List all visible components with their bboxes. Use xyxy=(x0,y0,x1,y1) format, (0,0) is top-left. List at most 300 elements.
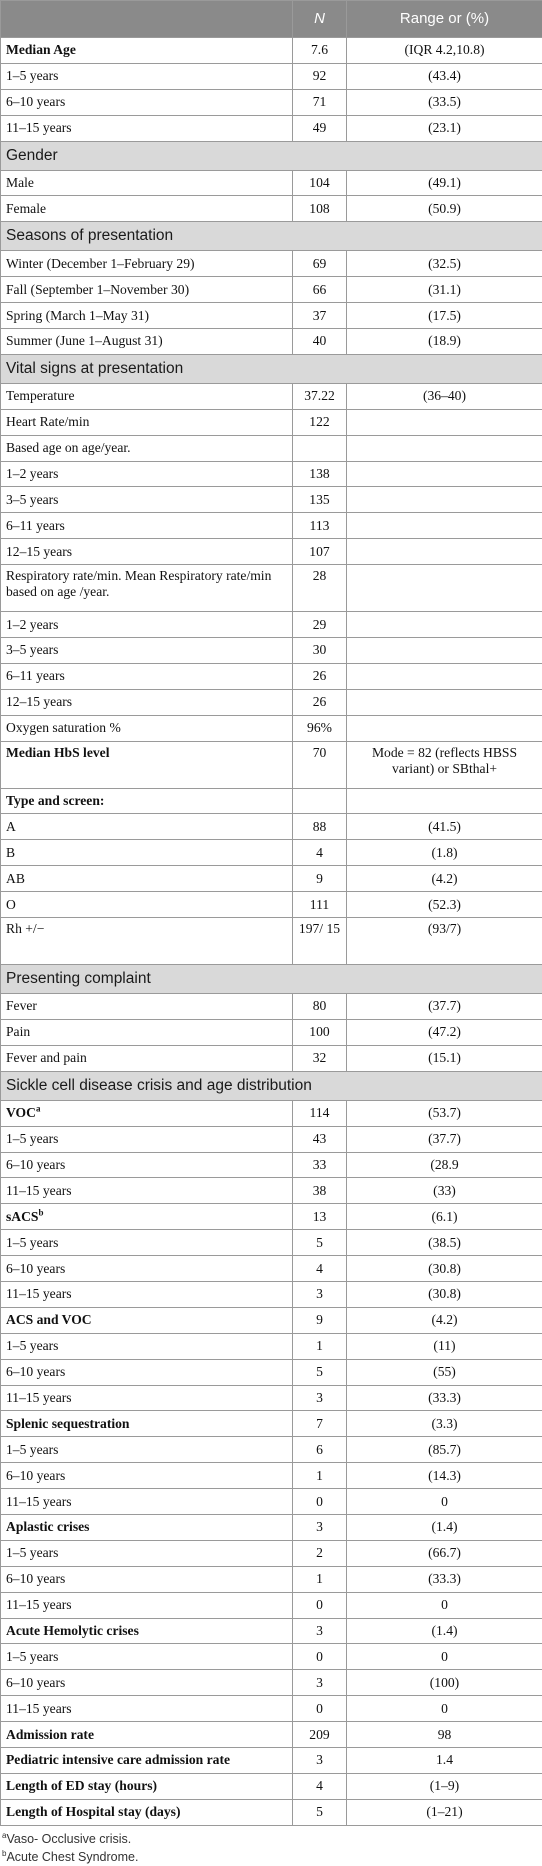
row-label-text: 11–15 years xyxy=(6,1701,72,1716)
row-range-value: 0 xyxy=(347,1489,542,1515)
row-n-value: 37.22 xyxy=(293,383,347,409)
row-label xyxy=(1,1256,293,1282)
table-row xyxy=(1,1722,542,1748)
row-range-value: Mode = 82 (reflects HBSS variant) or SBthal+ xyxy=(347,741,542,788)
row-label-text: Spring (March 1–May 31) xyxy=(6,308,149,323)
table-row xyxy=(1,892,542,918)
row-label xyxy=(1,1670,293,1696)
row-label-text: Fever and pain xyxy=(6,1050,87,1065)
row-range-value: (33.3) xyxy=(347,1566,542,1592)
row-label-text: Aplastic crises xyxy=(6,1519,89,1534)
row-label xyxy=(1,38,293,64)
row-label xyxy=(1,1019,293,1045)
row-label xyxy=(1,892,293,918)
row-range-value xyxy=(347,513,542,539)
section-title: Presenting complaint xyxy=(1,965,542,994)
row-label xyxy=(1,638,293,664)
row-n-value: 197/ 15 xyxy=(293,918,347,965)
row-label-text: 6–10 years xyxy=(6,1261,65,1276)
row-label xyxy=(1,788,293,814)
row-label-text: Length of ED stay (hours) xyxy=(6,1778,157,1793)
row-n-value: 0 xyxy=(293,1644,347,1670)
row-label xyxy=(1,689,293,715)
row-n-value: 7 xyxy=(293,1411,347,1437)
row-range-value: (31.1) xyxy=(347,277,542,303)
table-row xyxy=(1,1489,542,1515)
table-row xyxy=(1,1333,542,1359)
table-row xyxy=(1,513,542,539)
row-range-value xyxy=(347,565,542,612)
row-label xyxy=(1,383,293,409)
row-label-text: 11–15 years xyxy=(6,1390,72,1405)
table-row xyxy=(1,277,542,303)
section-header-row xyxy=(1,965,542,994)
row-label-text: Type and screen: xyxy=(6,793,104,808)
row-label-text: Fever xyxy=(6,998,37,1013)
row-label-text: 1–5 years xyxy=(6,68,58,83)
row-range-value: (47.2) xyxy=(347,1019,542,1045)
footnote-text: Acute Chest Syndrome. xyxy=(6,1850,138,1864)
table-row xyxy=(1,303,542,329)
row-n-value: 30 xyxy=(293,638,347,664)
row-range-value xyxy=(347,539,542,565)
row-label-text: Splenic sequestration xyxy=(6,1416,130,1431)
row-range-value: (43.4) xyxy=(347,63,542,89)
table-row xyxy=(1,1592,542,1618)
row-label xyxy=(1,1489,293,1515)
row-range-value: 1.4 xyxy=(347,1747,542,1773)
table-row xyxy=(1,1307,542,1333)
table-row xyxy=(1,994,542,1020)
row-label xyxy=(1,1463,293,1489)
row-label-text: Acute Hemolytic crises xyxy=(6,1623,139,1638)
table-row xyxy=(1,1618,542,1644)
row-label-text: sACS xyxy=(6,1209,38,1224)
row-label xyxy=(1,277,293,303)
footnote-mark: a xyxy=(2,1831,6,1840)
section-title: Seasons of presentation xyxy=(1,222,542,251)
section-header-row xyxy=(1,354,542,383)
table-body xyxy=(1,38,542,1826)
row-label xyxy=(1,1178,293,1204)
table-row xyxy=(1,383,542,409)
row-label-text: 11–15 years xyxy=(6,1597,72,1612)
row-range-value: (18.9) xyxy=(347,329,542,355)
row-range-value xyxy=(347,663,542,689)
row-n-value: 3 xyxy=(293,1385,347,1411)
row-n-value: 114 xyxy=(293,1100,347,1126)
row-label xyxy=(1,329,293,355)
row-label-text: 11–15 years xyxy=(6,1494,72,1509)
row-n-value: 6 xyxy=(293,1437,347,1463)
row-label-text: 1–5 years xyxy=(6,1442,58,1457)
row-n-value: 1 xyxy=(293,1333,347,1359)
row-n-value: 4 xyxy=(293,840,347,866)
row-label-text: Admission rate xyxy=(6,1727,94,1742)
row-range-value: (IQR 4.2,10.8) xyxy=(347,38,542,64)
footnote xyxy=(0,1830,542,1848)
row-n-value: 9 xyxy=(293,866,347,892)
table-row xyxy=(1,461,542,487)
row-label-text: Respiratory rate/min. Mean Respiratory rate/min based on age /year. xyxy=(6,568,271,599)
table-row xyxy=(1,409,542,435)
row-label-text: A xyxy=(6,819,16,834)
row-range-value: (100) xyxy=(347,1670,542,1696)
row-n-value: 80 xyxy=(293,994,347,1020)
row-label xyxy=(1,840,293,866)
row-n-value: 69 xyxy=(293,251,347,277)
row-range-value: (1–21) xyxy=(347,1799,542,1825)
row-n-value: 70 xyxy=(293,741,347,788)
section-header-row xyxy=(1,1071,542,1100)
row-range-value: (49.1) xyxy=(347,170,542,196)
row-range-value: (30.8) xyxy=(347,1256,542,1282)
row-n-value: 122 xyxy=(293,409,347,435)
row-label-text: 1–5 years xyxy=(6,1338,58,1353)
table-row xyxy=(1,565,542,612)
footnote-mark: b xyxy=(2,1849,6,1858)
row-label-text: Male xyxy=(6,175,34,190)
row-range-value xyxy=(347,638,542,664)
row-range-value: (1.8) xyxy=(347,840,542,866)
row-range-value: (33.5) xyxy=(347,89,542,115)
row-n-value: 66 xyxy=(293,277,347,303)
row-range-value: (93/7) xyxy=(347,918,542,965)
table-row xyxy=(1,1670,542,1696)
row-range-value: (30.8) xyxy=(347,1281,542,1307)
table-row xyxy=(1,1204,542,1230)
row-n-value: 29 xyxy=(293,612,347,638)
table-row xyxy=(1,1540,542,1566)
row-label-text: Median Age xyxy=(6,42,76,57)
table-header xyxy=(1,1,542,38)
row-label xyxy=(1,1359,293,1385)
row-label-text: Length of Hospital stay (days) xyxy=(6,1804,180,1819)
row-range-value: 0 xyxy=(347,1644,542,1670)
row-range-value: (23.1) xyxy=(347,115,542,141)
row-n-value: 33 xyxy=(293,1152,347,1178)
row-label-text: AB xyxy=(6,871,25,886)
row-n-value: 13 xyxy=(293,1204,347,1230)
table-row xyxy=(1,1019,542,1045)
row-label xyxy=(1,303,293,329)
row-n-value: 0 xyxy=(293,1489,347,1515)
row-label-text: 11–15 years xyxy=(6,1183,72,1198)
table-row xyxy=(1,170,542,196)
row-range-value: (17.5) xyxy=(347,303,542,329)
row-n-value: 1 xyxy=(293,1566,347,1592)
row-n-value: 100 xyxy=(293,1019,347,1045)
row-label xyxy=(1,63,293,89)
row-n-value: 135 xyxy=(293,487,347,513)
row-range-value: (53.7) xyxy=(347,1100,542,1126)
row-label xyxy=(1,1618,293,1644)
row-label xyxy=(1,612,293,638)
row-n-value: 2 xyxy=(293,1540,347,1566)
row-n-value: 49 xyxy=(293,115,347,141)
row-range-value: (33.3) xyxy=(347,1385,542,1411)
table-row xyxy=(1,1644,542,1670)
row-range-value xyxy=(347,612,542,638)
row-n-value: 1 xyxy=(293,1463,347,1489)
header-label-col xyxy=(1,1,293,38)
table-row xyxy=(1,1256,542,1282)
table-row xyxy=(1,1696,542,1722)
table-row xyxy=(1,1045,542,1071)
row-label-text: 1–5 years xyxy=(6,1649,58,1664)
row-n-value: 38 xyxy=(293,1178,347,1204)
row-n-value: 28 xyxy=(293,565,347,612)
table-row xyxy=(1,1747,542,1773)
row-label-text: Oxygen saturation % xyxy=(6,720,121,735)
row-label-text: O xyxy=(6,897,16,912)
table-row xyxy=(1,1799,542,1825)
footnote-marker: a xyxy=(36,1104,41,1114)
table-row xyxy=(1,1178,542,1204)
row-n-value: 5 xyxy=(293,1230,347,1256)
row-range-value: (32.5) xyxy=(347,251,542,277)
table-row xyxy=(1,1359,542,1385)
row-label-text: Temperature xyxy=(6,388,75,403)
row-n-value: 3 xyxy=(293,1670,347,1696)
row-n-value: 43 xyxy=(293,1126,347,1152)
row-label xyxy=(1,1230,293,1256)
row-range-value: (6.1) xyxy=(347,1204,542,1230)
table-row xyxy=(1,814,542,840)
row-label xyxy=(1,1747,293,1773)
row-label-text: VOC xyxy=(6,1105,36,1120)
row-n-value xyxy=(293,788,347,814)
section-header-row xyxy=(1,222,542,251)
row-range-value: (55) xyxy=(347,1359,542,1385)
row-label-text: 1–2 years xyxy=(6,617,58,632)
row-label xyxy=(1,1307,293,1333)
table-row xyxy=(1,1437,542,1463)
row-n-value: 71 xyxy=(293,89,347,115)
row-label xyxy=(1,1799,293,1825)
row-label xyxy=(1,1281,293,1307)
row-n-value: 0 xyxy=(293,1592,347,1618)
row-range-value: (50.9) xyxy=(347,196,542,222)
table-row xyxy=(1,1281,542,1307)
row-range-value: (15.1) xyxy=(347,1045,542,1071)
row-label xyxy=(1,251,293,277)
row-label xyxy=(1,565,293,612)
row-range-value: (14.3) xyxy=(347,1463,542,1489)
row-label xyxy=(1,918,293,965)
row-n-value: 3 xyxy=(293,1747,347,1773)
row-label xyxy=(1,539,293,565)
row-range-value: (85.7) xyxy=(347,1437,542,1463)
table-row xyxy=(1,1100,542,1126)
table-row xyxy=(1,329,542,355)
row-range-value: (36–40) xyxy=(347,383,542,409)
table-row xyxy=(1,1514,542,1540)
table-row xyxy=(1,866,542,892)
table-row xyxy=(1,715,542,741)
row-range-value: (66.7) xyxy=(347,1540,542,1566)
row-label-text: Heart Rate/min xyxy=(6,414,89,429)
row-label xyxy=(1,513,293,539)
footnotes xyxy=(0,1830,542,1866)
row-n-value: 92 xyxy=(293,63,347,89)
row-range-value: (37.7) xyxy=(347,1126,542,1152)
row-label xyxy=(1,1514,293,1540)
row-n-value: 107 xyxy=(293,539,347,565)
row-range-value xyxy=(347,487,542,513)
row-n-value: 3 xyxy=(293,1514,347,1540)
table-row xyxy=(1,689,542,715)
row-label-text: 1–5 years xyxy=(6,1545,58,1560)
row-n-value: 5 xyxy=(293,1799,347,1825)
row-n-value: 5 xyxy=(293,1359,347,1385)
row-label-text: 1–2 years xyxy=(6,466,58,481)
row-label-text: Median HbS level xyxy=(6,745,109,760)
row-range-value: (3.3) xyxy=(347,1411,542,1437)
row-label-text: Fall (September 1–November 30) xyxy=(6,282,189,297)
row-label-text: Based age on age/year. xyxy=(6,440,131,455)
row-label xyxy=(1,435,293,461)
section-title: Gender xyxy=(1,141,542,170)
row-n-value: 40 xyxy=(293,329,347,355)
table-row xyxy=(1,38,542,64)
row-label-text: 1–5 years xyxy=(6,1235,58,1250)
row-label-text: 1–5 years xyxy=(6,1131,58,1146)
row-label-text: 11–15 years xyxy=(6,1286,72,1301)
row-range-value: 98 xyxy=(347,1722,542,1748)
row-label-text: 6–10 years xyxy=(6,1571,65,1586)
row-n-value: 104 xyxy=(293,170,347,196)
row-range-value: 0 xyxy=(347,1696,542,1722)
row-label xyxy=(1,1411,293,1437)
row-label xyxy=(1,741,293,788)
row-label xyxy=(1,1773,293,1799)
table-row xyxy=(1,612,542,638)
section-header-row xyxy=(1,141,542,170)
row-n-value: 138 xyxy=(293,461,347,487)
row-label xyxy=(1,814,293,840)
row-n-value: 32 xyxy=(293,1045,347,1071)
row-label xyxy=(1,1696,293,1722)
row-label-text: Summer (June 1–August 31) xyxy=(6,333,163,348)
row-label-text: 6–10 years xyxy=(6,1468,65,1483)
row-range-value: (1.4) xyxy=(347,1618,542,1644)
table-row xyxy=(1,251,542,277)
row-n-value: 4 xyxy=(293,1256,347,1282)
row-label-text: Pediatric intensive care admission rate xyxy=(6,1752,230,1767)
table-row xyxy=(1,1773,542,1799)
row-range-value: (1.4) xyxy=(347,1514,542,1540)
row-label-text: 6–10 years xyxy=(6,1157,65,1172)
row-label xyxy=(1,196,293,222)
row-label-text: B xyxy=(6,845,15,860)
row-label xyxy=(1,994,293,1020)
header-n-col: N xyxy=(293,1,347,38)
row-label xyxy=(1,1592,293,1618)
row-range-value: (11) xyxy=(347,1333,542,1359)
table-row xyxy=(1,1126,542,1152)
footnote-marker: b xyxy=(38,1207,43,1217)
header-range-col: Range or (%) xyxy=(347,1,542,38)
table-row xyxy=(1,638,542,664)
row-label-text: 6–11 years xyxy=(6,668,65,683)
row-n-value: 96% xyxy=(293,715,347,741)
table-row xyxy=(1,1152,542,1178)
row-range-value: (41.5) xyxy=(347,814,542,840)
row-label xyxy=(1,866,293,892)
row-label-text: Rh +/− xyxy=(6,921,44,936)
row-label xyxy=(1,409,293,435)
row-label xyxy=(1,1204,293,1230)
table-row xyxy=(1,840,542,866)
row-label-text: Female xyxy=(6,201,46,216)
row-range-value: (4.2) xyxy=(347,866,542,892)
row-n-value: 111 xyxy=(293,892,347,918)
row-label xyxy=(1,170,293,196)
table-row xyxy=(1,1230,542,1256)
row-n-value: 88 xyxy=(293,814,347,840)
row-range-value xyxy=(347,788,542,814)
row-range-value: (4.2) xyxy=(347,1307,542,1333)
row-n-value: 209 xyxy=(293,1722,347,1748)
section-title: Vital signs at presentation xyxy=(1,354,542,383)
table-row xyxy=(1,788,542,814)
row-range-value: (37.7) xyxy=(347,994,542,1020)
row-range-value xyxy=(347,689,542,715)
footnote xyxy=(0,1848,542,1866)
row-label xyxy=(1,461,293,487)
table-row xyxy=(1,1566,542,1592)
table-row xyxy=(1,63,542,89)
table-row xyxy=(1,435,542,461)
row-label xyxy=(1,115,293,141)
row-label-text: ACS and VOC xyxy=(6,1312,92,1327)
table-row xyxy=(1,918,542,965)
table-row xyxy=(1,115,542,141)
table-row xyxy=(1,663,542,689)
row-label xyxy=(1,1045,293,1071)
footnote-text: Vaso- Occlusive crisis. xyxy=(6,1832,131,1846)
row-range-value: (38.5) xyxy=(347,1230,542,1256)
table-row xyxy=(1,89,542,115)
row-n-value: 3 xyxy=(293,1281,347,1307)
row-range-value: (1–9) xyxy=(347,1773,542,1799)
table-row xyxy=(1,196,542,222)
row-label xyxy=(1,487,293,513)
row-n-value: 9 xyxy=(293,1307,347,1333)
row-label xyxy=(1,1644,293,1670)
table-row xyxy=(1,487,542,513)
row-label xyxy=(1,1100,293,1126)
row-label-text: 6–10 years xyxy=(6,94,65,109)
table-row xyxy=(1,1463,542,1489)
row-label xyxy=(1,1152,293,1178)
row-range-value: (28.9 xyxy=(347,1152,542,1178)
row-label xyxy=(1,89,293,115)
row-label-text: 3–5 years xyxy=(6,642,58,657)
row-label-text: 3–5 years xyxy=(6,492,58,507)
row-n-value: 108 xyxy=(293,196,347,222)
row-range-value xyxy=(347,715,542,741)
table-row xyxy=(1,1385,542,1411)
row-n-value: 0 xyxy=(293,1696,347,1722)
row-label xyxy=(1,1722,293,1748)
row-label-text: 6–10 years xyxy=(6,1364,65,1379)
row-n-value: 37 xyxy=(293,303,347,329)
row-label xyxy=(1,1333,293,1359)
table-row xyxy=(1,741,542,788)
row-label-text: Winter (December 1–February 29) xyxy=(6,256,195,271)
